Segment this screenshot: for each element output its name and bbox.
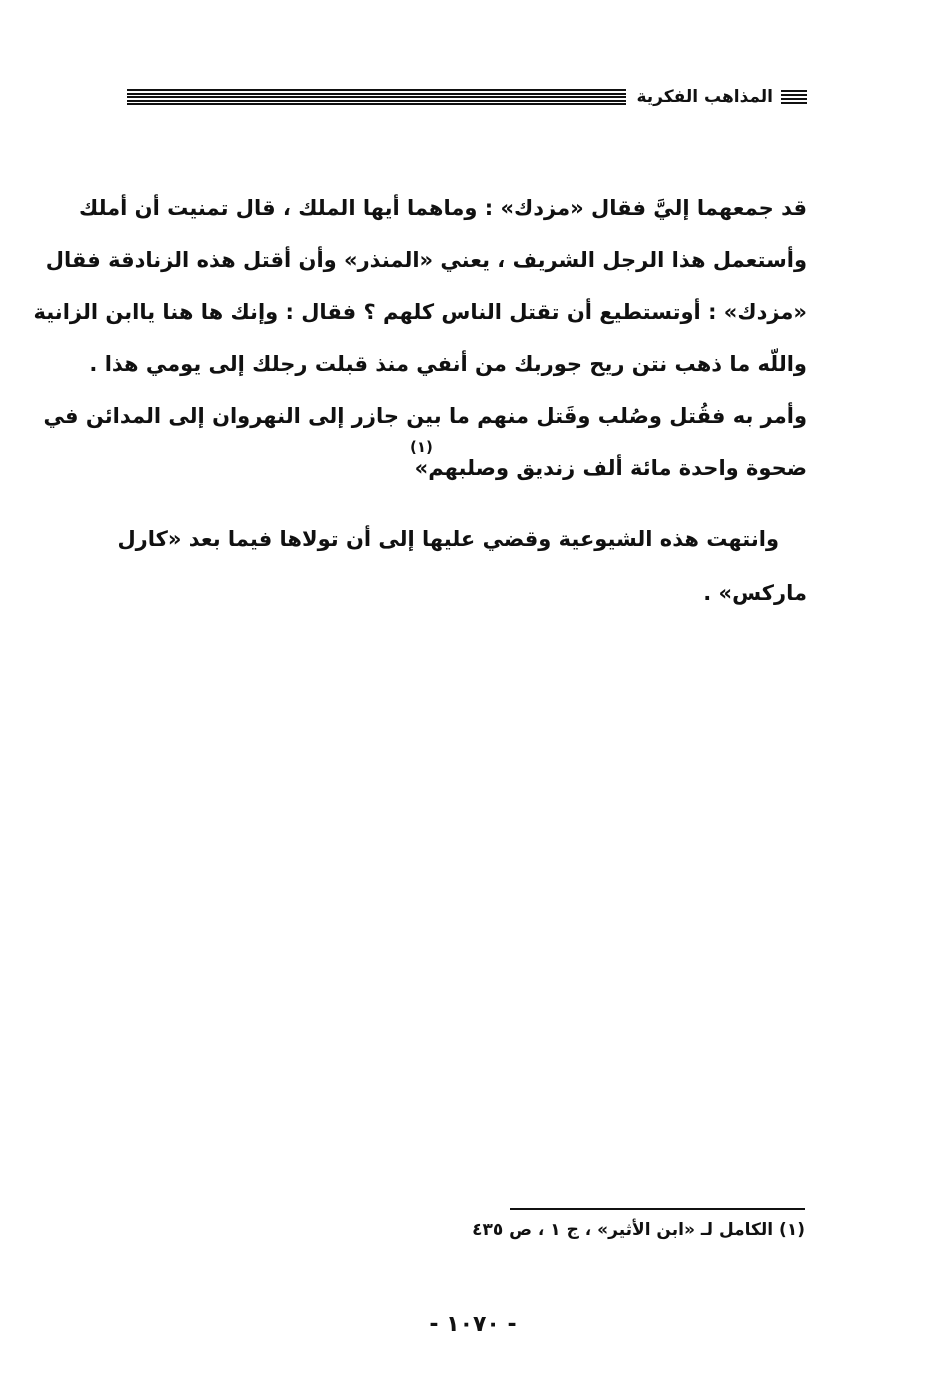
header-lines-icon [781, 90, 807, 104]
paragraph-1 [33, 182, 807, 494]
running-header [127, 84, 807, 110]
page-number: - ١٠٧٠ - [429, 1312, 517, 1337]
footnote: (١) الكامل لـ «ابن الأثير» ، ج ١ ، ص ٤٣٥ [472, 1220, 805, 1240]
paragraph-line: «مزدك» : أوتستطيع أن تقتل الناس كلهم ؟ فقال : وإنك ها هنا ياابن الزانية [33, 300, 807, 324]
header-rule [127, 89, 626, 105]
paragraph-line: ضحوة واحدة مائة ألف زنديق وصلبهم» [414, 456, 807, 480]
footnote-separator [510, 1208, 805, 1210]
paragraph-line: وأمر به فقُتل وصُلب وقَتل منهم ما بين جازر إلى النهروان إلى المدائن في [43, 404, 807, 428]
header-title: المذاهب الفكرية [636, 87, 773, 107]
paragraph-line: قد جمعهما إليَّ فقال «مزدك» : وماهما أيها الملك ، قال تمنيت أن أملك [79, 196, 807, 220]
paragraph-2 [117, 512, 807, 620]
paragraph-line: وأستعمل هذا الرجل الشريف ، يعني «المنذر» وأن أقتل هذه الزنادقة فقال [45, 248, 807, 272]
paragraph-line: ماركس» . [703, 581, 807, 605]
footnote-reference[interactable]: (١) [410, 438, 433, 456]
paragraph-line: وانتهت هذه الشيوعية وقضي عليها إلى أن تولاها فيما بعد «كارل [117, 527, 779, 551]
paragraph-line: واللّه ما ذهب نتن ريح جوربك من أنفي منذ قبلت رجلك إلى يومي هذا . [89, 352, 807, 376]
